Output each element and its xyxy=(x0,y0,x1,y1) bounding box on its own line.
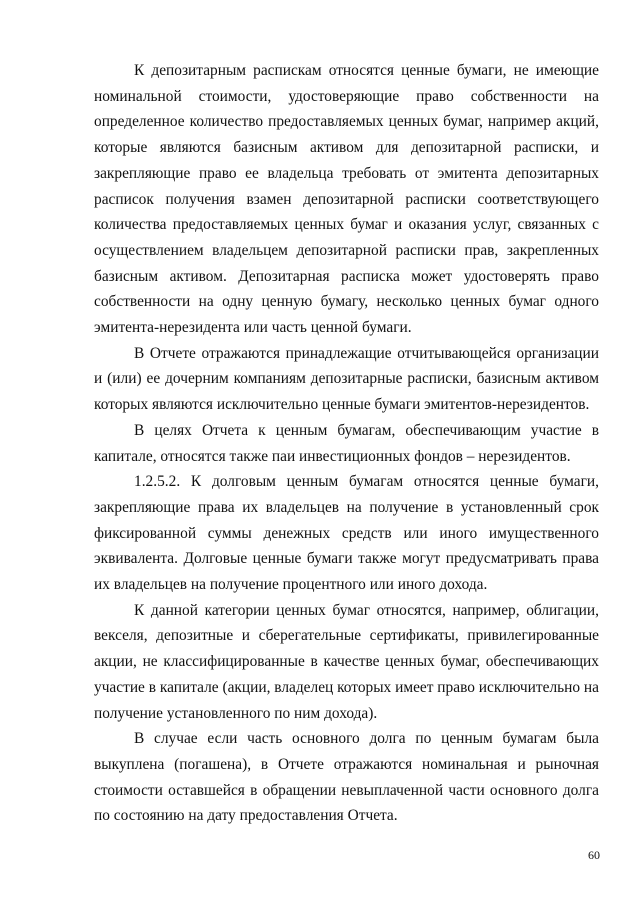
document-body xyxy=(94,58,599,829)
paragraph-debt-securities: 1.2.5.2. К долговым ценным бумагам относятся ценные бумаги, закрепляющие права их владельцев на получение в установленный срок фиксированной суммы денежных средств или иного имущественного эквивалента. Долговые ценные бумаги также могут предусматривать права их владельцев на получение процентного или иного дохода. xyxy=(94,473,599,594)
paragraph-partial-redemption: В случае если часть основного долга по ценным бумагам была выкуплена (погашена), в Отчете отражаются номинальная и рыночная стоимости оставшейся в обращении невыплаченной части основного долга по состоянию на дату предоставления Отчета. xyxy=(94,730,599,825)
page-number: 60 xyxy=(588,848,600,862)
paragraph-report-receipts: В Отчете отражаются принадлежащие отчитывающейся организации и (или) ее дочерним компаниям депозитарные расписки, базисным активом которых являются исключительно ценные бумаги эмитентов-нерезидентов. xyxy=(94,344,599,414)
paragraph-depositary-receipts: К депозитарным распискам относятся ценные бумаги, не имеющие номинальной стоимости, удостоверяющие право собственности на определенное количество предоставляемых ценных бумаг, например акций, которые являются базисным активом для депозитарной расписки, и закрепляющие право ее владельца требовать от эмитента депозитарных расписок получения взамен депозитарной расписки соответствующего количества предоставляемых ценных бумаг и оказания услуг, связанных с осуществлением владельцем депозитарной расписки прав, закрепленных базисным активом. Депозитарная расписка может удостоверять право собственности на одну ценную бумагу, несколько ценных бумаг одного эмитента-нерезидента или часть ценной бумаги. xyxy=(94,62,599,337)
paragraph-debt-examples: К данной категории ценных бумаг относятся, например, облигации, векселя, депозитные и сберегательные сертификаты, привилегированные акции, не классифицированные в качестве ценных бумаг, обеспечивающих участие в капитале (акции, владелец которых имеет право исключительно на получение установленного по ним дохода). xyxy=(94,601,599,722)
paragraph-fund-shares: В целях Отчета к ценным бумагам, обеспечивающим участие в капитале, относятся также паи инвестиционных фондов – нерезидентов. xyxy=(94,421,599,465)
